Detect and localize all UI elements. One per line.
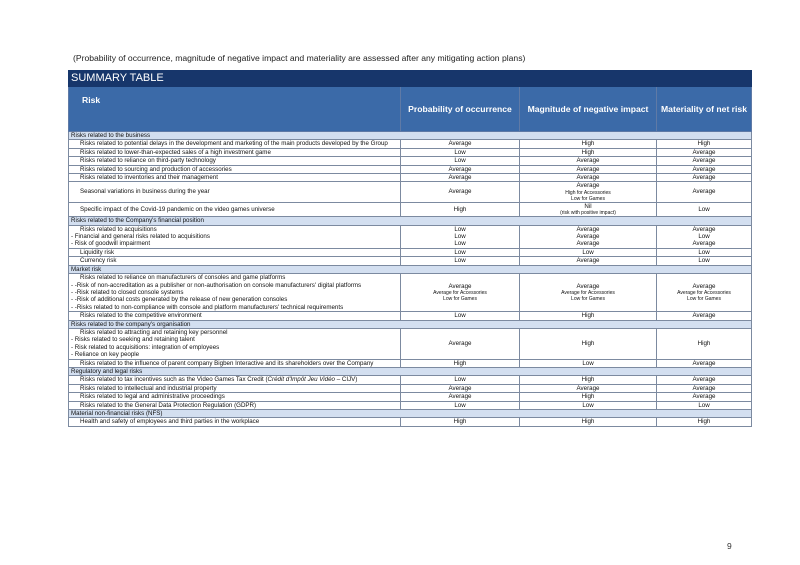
header-materiality: Materiality of net risk: [657, 87, 752, 132]
value-sub: Low for Games: [571, 296, 605, 303]
magnitude-cell: Low: [520, 359, 657, 367]
materiality-cell: Average: [657, 376, 752, 384]
table-row: [69, 225, 752, 248]
value-line: Average: [576, 233, 600, 241]
risk-cell: Risks related to potential delays in the development and marketing of the main products developed by the Group: [69, 140, 401, 148]
value-sub: Average for Accessories: [561, 290, 615, 297]
magnitude-cell: Average: [520, 257, 657, 265]
risk-cell: [69, 225, 401, 248]
value-sub: Average for Accessories: [677, 290, 731, 297]
risk-line: Risks related to acquisitions: [80, 225, 157, 233]
materiality-cell: Average: [657, 157, 752, 165]
magnitude-cell: Average: [520, 384, 657, 392]
table-row: [69, 401, 752, 409]
probability-cell: Average: [401, 328, 520, 359]
header-probability: Probability of occurrence: [401, 87, 520, 132]
magnitude-cell: High: [520, 148, 657, 156]
magnitude-cell: Low: [520, 248, 657, 256]
magnitude-cell: High: [520, 393, 657, 401]
magnitude-main: Nil: [584, 202, 592, 210]
category-row: [69, 320, 752, 328]
value-line: Low: [454, 233, 466, 241]
probability-cell: Average: [401, 393, 520, 401]
risk-line: - -Risk related to closed console systems: [71, 288, 184, 296]
risk-line: Risks related to reliance on manufacturers of consoles and game platforms: [80, 274, 286, 282]
column-header-row: [69, 87, 752, 132]
materiality-cell: [657, 274, 752, 312]
probability-cell: High: [401, 418, 520, 426]
materiality-cell: [657, 225, 752, 248]
magnitude-cell: Average: [520, 165, 657, 173]
value-line: Low: [698, 233, 710, 241]
value-sub: Average for Accessories: [433, 290, 487, 297]
header-magnitude: Magnitude of negative impact: [520, 87, 657, 132]
probability-cell: Average: [401, 165, 520, 173]
materiality-cell: High: [657, 328, 752, 359]
assessment-note: (Probability of occurrence, magnitude of negative impact and materiality are assessed after any mitigating action plans): [73, 53, 526, 63]
probability-cell: [401, 225, 520, 248]
table-row: [69, 157, 752, 165]
table-row: [69, 182, 752, 202]
table-row: [69, 384, 752, 392]
value-line: Low: [454, 225, 466, 233]
materiality-cell: Average: [657, 359, 752, 367]
category-organisation: Risks related to the company's organisation: [69, 320, 752, 328]
materiality-cell: Low: [657, 257, 752, 265]
value-main: Average: [692, 282, 716, 290]
table-row: [69, 312, 752, 320]
category-nfs: Material non-financial risks (NFS): [69, 410, 752, 418]
magnitude-cell: Average: [520, 174, 657, 182]
materiality-cell: Average: [657, 393, 752, 401]
category-row: [69, 410, 752, 418]
risk-cell: [69, 328, 401, 359]
table-row: [69, 359, 752, 367]
probability-cell: Low: [401, 401, 520, 409]
summary-title-row: [69, 71, 752, 87]
materiality-cell: Average: [657, 312, 752, 320]
risk-line: - -Risk of additional costs generated by the release of new generation consoles: [71, 296, 288, 304]
magnitude-sub: (risk with positive impact): [560, 210, 616, 217]
risk-cell: [69, 274, 401, 312]
magnitude-main: Average: [576, 182, 600, 190]
risk-cell: Currency risk: [69, 257, 401, 265]
probability-cell: [401, 274, 520, 312]
risk-line: - Risk related to acquisitions: integration of employees: [71, 343, 220, 351]
value-line: Average: [576, 240, 600, 248]
table-row: [69, 418, 752, 426]
summary-table-container: [68, 70, 751, 427]
materiality-cell: Average: [657, 182, 752, 202]
magnitude-cell: High: [520, 140, 657, 148]
risk-line: - -Risk of non-accreditation as a publisher or non-authorisation on console manufacturers' digital platforms: [71, 281, 362, 289]
category-row: [69, 265, 752, 273]
page-number: 9: [727, 541, 732, 551]
risk-cell: Health and safety of employees and third parties in the workplace: [69, 418, 401, 426]
risk-cell: Risks related to the competitive environment: [69, 312, 401, 320]
value-main: Average: [576, 282, 600, 290]
table-title: SUMMARY TABLE: [69, 71, 401, 87]
probability-cell: Average: [401, 140, 520, 148]
materiality-cell: High: [657, 140, 752, 148]
magnitude-cell: [520, 182, 657, 202]
magnitude-cell: High: [520, 376, 657, 384]
table-row: [69, 274, 752, 312]
category-business: Risks related to the business: [69, 132, 752, 140]
value-sub: Low for Games: [443, 296, 477, 303]
table-row: [69, 165, 752, 173]
table-row: [69, 328, 752, 359]
magnitude-sub: High for Accessories: [565, 189, 611, 196]
magnitude-cell: [520, 225, 657, 248]
magnitude-sub: Low for Games: [571, 195, 605, 202]
materiality-cell: High: [657, 418, 752, 426]
risk-cell: Liquidity risk: [69, 248, 401, 256]
probability-cell: Low: [401, 157, 520, 165]
value-line: Average: [692, 225, 716, 233]
category-row: [69, 217, 752, 225]
risk-line: - -Risks related to non-compliance with console and platform manufacturers' technical requirements: [71, 303, 344, 311]
risk-cell: Risks related to intellectual and industrial property: [69, 384, 401, 392]
risk-line: Risks related to attracting and retaining key personnel: [80, 328, 228, 336]
probability-cell: Low: [401, 312, 520, 320]
risk-line: - Financial and general risks related to acquisitions: [71, 233, 210, 241]
category-regulatory: Regulatory and legal risks: [69, 367, 752, 375]
magnitude-cell: Average: [520, 157, 657, 165]
table-row: [69, 202, 752, 216]
table-row: [69, 174, 752, 182]
materiality-cell: Average: [657, 165, 752, 173]
risk-cell: Specific impact of the Covid-19 pandemic on the video games universe: [69, 202, 401, 216]
materiality-cell: Average: [657, 148, 752, 156]
probability-cell: High: [401, 359, 520, 367]
risk-cell: Risks related to sourcing and production of accessories: [69, 165, 401, 173]
materiality-cell: Average: [657, 384, 752, 392]
header-risk: Risk: [69, 87, 401, 132]
category-row: [69, 132, 752, 140]
magnitude-cell: High: [520, 418, 657, 426]
risk-cell: Risks related to the influence of parent company Bigben Interactive and its shareholders over the Company: [69, 359, 401, 367]
magnitude-cell: High: [520, 328, 657, 359]
risk-line: - Risk of goodwill impairment: [71, 240, 151, 248]
probability-cell: Low: [401, 376, 520, 384]
category-financial: Risks related to the Company's financial position: [69, 217, 752, 225]
materiality-cell: Average: [657, 174, 752, 182]
risk-cell: Risks related to reliance on third-party technology: [69, 157, 401, 165]
risk-cell: Risks related to the General Data Protection Regulation (GDPR): [69, 401, 401, 409]
probability-cell: Low: [401, 257, 520, 265]
materiality-cell: Low: [657, 202, 752, 216]
magnitude-cell: [520, 274, 657, 312]
magnitude-cell: [520, 202, 657, 216]
table-row: [69, 257, 752, 265]
materiality-cell: Low: [657, 248, 752, 256]
category-market: Market risk: [69, 265, 752, 273]
probability-cell: High: [401, 202, 520, 216]
table-row: [69, 148, 752, 156]
magnitude-cell: Low: [520, 401, 657, 409]
probability-cell: Low: [401, 248, 520, 256]
value-line: Low: [454, 240, 466, 248]
magnitude-cell: High: [520, 312, 657, 320]
probability-cell: Average: [401, 182, 520, 202]
value-sub: Low for Games: [687, 296, 721, 303]
table-row: [69, 140, 752, 148]
risk-cell: Risks related to legal and administrative proceedings: [69, 393, 401, 401]
table-row: [69, 248, 752, 256]
summary-table: [68, 70, 752, 427]
risk-line: - Reliance on key people: [71, 351, 140, 359]
risk-line: - Risks related to seeking and retaining talent: [71, 336, 195, 344]
probability-cell: Low: [401, 148, 520, 156]
category-row: [69, 367, 752, 375]
risk-cell: Seasonal variations in business during the year: [69, 182, 401, 202]
materiality-cell: Low: [657, 401, 752, 409]
probability-cell: Average: [401, 384, 520, 392]
value-line: Average: [692, 240, 716, 248]
risk-cell: Risks related to inventories and their management: [69, 174, 401, 182]
risk-cell: Risks related to tax incentives such as the Video Games Tax Credit (Crédit d'Impôt Jeu Vidéo – CIJV): [69, 376, 401, 384]
table-row: [69, 376, 752, 384]
risk-cell: Risks related to lower-than-expected sales of a high investment game: [69, 148, 401, 156]
value-line: Average: [576, 225, 600, 233]
probability-cell: Average: [401, 174, 520, 182]
table-row: [69, 393, 752, 401]
value-main: Average: [448, 282, 472, 290]
